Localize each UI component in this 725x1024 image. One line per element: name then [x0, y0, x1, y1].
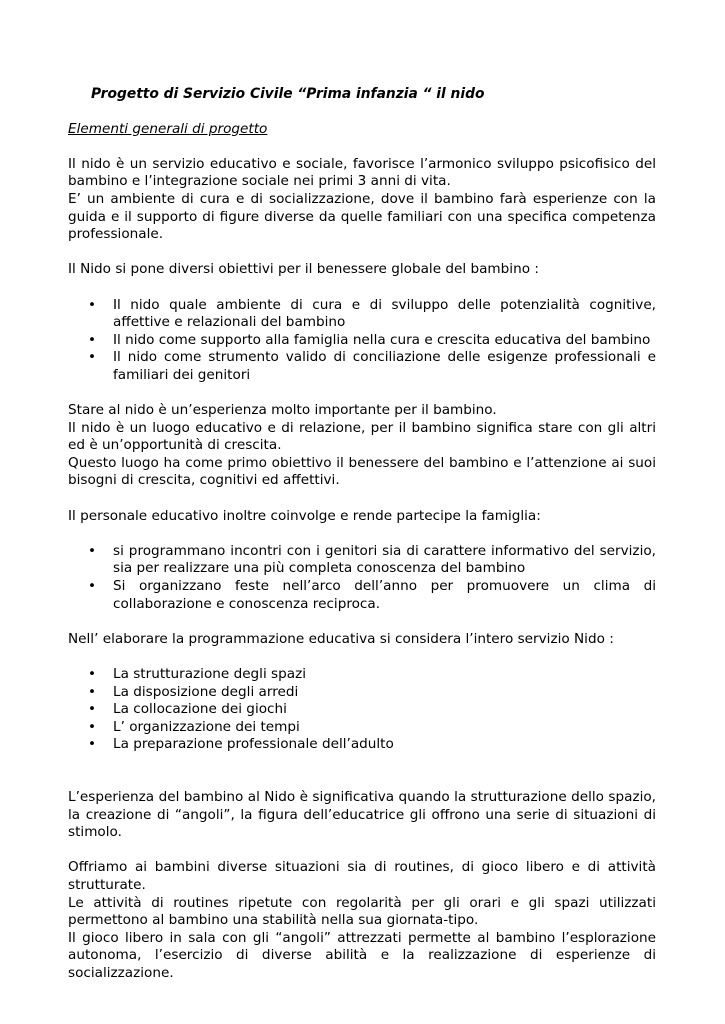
experience-paragraph-2: Il nido è un luogo educativo e di relazione, per il bambino significa stare con gli altri ed è un’opportunità di crescita.	[68, 419, 656, 454]
list-item: • Il nido come supporto alla famiglia nella cura e crescita educativa del bambino	[68, 332, 656, 350]
list-item: • La collocazione dei giochi	[68, 701, 656, 719]
intro-paragraph-1: Il nido è un servizio educativo e sociale, favorisce l’armonico sviluppo psicofisico del bambino e l’integrazione sociale nei primi 3 anni di vita.	[68, 155, 656, 190]
programming-list	[68, 666, 656, 754]
list-item: • La preparazione professionale dell’adulto	[68, 736, 656, 754]
family-intro: Il personale educativo inoltre coinvolge e rende partecipe la famiglia:	[68, 507, 541, 524]
section-heading: Elementi generali di progetto	[68, 120, 268, 137]
experience-paragraph-3: Questo luogo ha come primo obiettivo il benessere del bambino e l’attenzione ai suoi bisogni di crescita, cognitivi ed affettivi.	[68, 454, 656, 489]
significance-paragraph: L’esperienza del bambino al Nido è significativa quando la strutturazione dello spazio, la creazione di “angoli”, la figura dell’educatrice gli offrono una serie di situazioni di stimolo.	[68, 788, 656, 841]
family-list	[68, 543, 656, 613]
situations-paragraph-1: Offriamo ai bambini diverse situazioni sia di routines, di gioco libero e di attività strutturate.	[68, 859, 656, 893]
list-item: • L’ organizzazione dei tempi	[68, 719, 656, 737]
list-item: • Il nido come strumento valido di conciliazione delle esigenze professionali e familiari dei genitori	[68, 349, 656, 384]
objectives-list	[68, 297, 656, 385]
list-item: • si programmano incontri con i genitori sia di carattere informativo del servizio, sia per realizzare una più completa conoscenza del bambino	[68, 543, 656, 578]
list-item: • La disposizione degli arredi	[68, 684, 656, 702]
situations-paragraph-3: Il gioco libero in sala con gli “angoli” attrezzati permette al bambino l’esplorazione autonoma, l’esercizio di diverse abilità e la realizzazione di esperienze di socializzazione.	[68, 929, 656, 981]
situations-paragraph-2: Le attività di routines ripetute con regolarità per gli orari e gli spazi utilizzati permettono al bambino una stabilità nella sua giornata-tipo.	[68, 894, 656, 929]
experience-paragraph-1: Stare al nido è un’esperienza molto importante per il bambino.	[68, 402, 497, 419]
intro-paragraph-2: E’ un ambiente di cura e di socializzazione, dove il bambino farà esperienze con la guida e il supporto di figure diverse da quelle familiari con una specifica competenza professionale.	[68, 190, 656, 243]
list-item: • La strutturazione degli spazi	[68, 666, 656, 684]
programming-intro: Nell’ elaborare la programmazione educativa si considera l’intero servizio Nido :	[68, 630, 614, 647]
list-item: • Si organizzano feste nell’arco dell’anno per promuovere un clima di collaborazione e conoscenza reciproca.	[68, 578, 656, 613]
list-item: • Il nido quale ambiente di cura e di sviluppo delle potenzialità cognitive, affettive e relazionali del bambino	[68, 297, 656, 332]
document-title: Progetto di Servizio Civile “Prima infanzia “ il nido	[91, 86, 485, 102]
document-page	[68, 86, 656, 983]
objectives-intro: Il Nido si pone diversi obiettivi per il benessere globale del bambino :	[68, 261, 539, 278]
